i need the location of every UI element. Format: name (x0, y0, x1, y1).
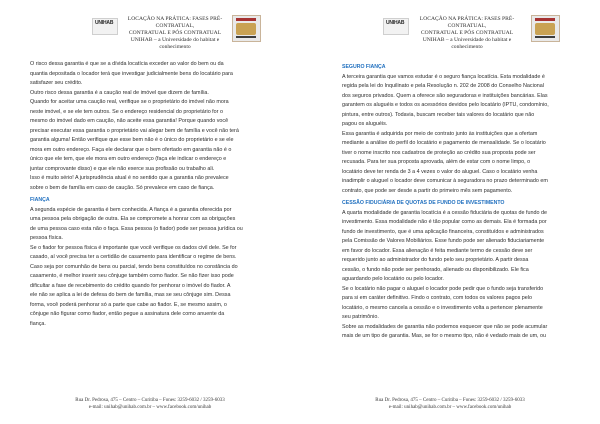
text-line: Quando for aceitar uma caução real, verifique se o proprietário do imóvel não mora (30, 99, 229, 105)
text-line: neste imóvel, e se ele tem outros. Se o endereço residencial do proprietário for o (30, 108, 223, 115)
text-line: fiança. (30, 320, 46, 327)
text-line: contrato, que pode ser desde a partir do primeiro mês sem pagamento. (342, 187, 513, 194)
text-line: cessão, o fundo não pode ser penhorado, alienado ou disponibilizado. Ele fica (342, 266, 529, 273)
text-line: para si em caráter definitivo. Findo o contrato, com todos os valores pagos pelo (342, 295, 532, 301)
text-line: garantia alguma! Então verifique que esse bem não é o único do proprietário e se ele (30, 137, 234, 143)
header-line3: UNIHAB – a Universidade do habitat e conhecimento (130, 37, 220, 50)
text-line: dificultar a fase de recebimento do crédito quando for penhorar o imóvel do fiador. A (30, 282, 231, 289)
text-line: juntar comprovante disso) e que ele não exerce sua profissão ou trabalho ali. (30, 165, 215, 172)
text-line: ele não se aplica a lei de defesa do bem de família, mas se seu cônjuge sim. Dessa (30, 292, 231, 298)
text-line: garantem os aluguéis e todos os acessórios devidos pelo locatário (IPTU, condomínio, (342, 102, 549, 108)
text-line: casamento, é melhor inserir seu cônjuge também como fiador. Se não fizer isso pode (30, 273, 234, 279)
text-line: Isso é muito sério! A jurisprudência atual é no sentido que a garantia não prevalece (30, 175, 229, 181)
text-line: regida pela lei do Inquilinato e pela Resolução n. 202 de 2008 do Conselho Nacional (342, 83, 544, 89)
text-line: Outro risco dessa garantia é a caução real de imóvel que dizem de família. (30, 89, 209, 96)
page-header (120, 16, 230, 51)
text-line: uma pessoa pela obrigação de outra. Ela se compromete a honrar com as obrigações (30, 216, 236, 222)
text-line: mesmo do imóvel dado em caução, não aceite essa garantia! Porque quando você (30, 118, 229, 124)
page-footer (50, 397, 250, 411)
text-line: Se o fiador for pessoa física é importante que você verifique os dados civil dele. Se for (30, 244, 237, 251)
heading-seguro-fianca: SEGURO FIANÇA (342, 64, 386, 70)
text-line: mora em outro endereço. Faça ele declarar que o bem ofertado em garantia não é o (30, 146, 232, 153)
crest-logo (531, 15, 560, 42)
text-line: mais de um tipo de garantia. Mas, se for o mesmo tipo, não é vedado mais de um, ou (342, 333, 547, 339)
text-line: recusada. Para ter sua proposta aprovada, além de estar com o nome limpo, o (342, 159, 531, 165)
text-line: locatário deve ter renda de 3 a 4 vezes o valor do aluguel. Caso o locatário venha (342, 168, 538, 175)
text-line: pintura, entre outros). Todavia, buscam receber tais valores do locatário que não (342, 111, 535, 118)
footer-address: Rua Dr. Pedrosa, 475 – Centro – Curitiba – Fones: 3259-6032 / 3259-6033 (75, 398, 225, 403)
footer-contact: e-mail: unihab@unihab.com.br – www.facebook.com/unihab (388, 405, 512, 410)
unihab-logo (92, 18, 118, 35)
text-line: Sobre as modalidades de garantia não podemos esquecer que não se pode acumular (342, 323, 548, 330)
text-line: dos seguros privados. Quem a oferece são seguradoras e instituições bancárias. Elas (342, 92, 548, 99)
text-line: casado, aí você precisa ter a certidão de casamento para identificar o regime de bens. (30, 254, 237, 260)
text-line: investimento. Essa modalidade não é tão popular como as demais. Ela é formada por (342, 219, 547, 225)
text-line: de uma pessoa caso esta não o faça. Essa pessoa (o fiador) pode ser pessoa jurídica ou (30, 225, 243, 232)
footer-address: Rua Dr. Pedrosa, 475 – Centro – Curitiba – Fones: 3259-6032 / 3259-6033 (375, 398, 525, 403)
text-line: requerido junto ao administrador do fundo pelo seu proprietário. A partir dessa (342, 257, 529, 263)
heading-fianca: FIANÇA (30, 197, 50, 203)
text-line: A quarta modalidade de garantia locatícia é a cessão fiduciária de quotas de fundo de (342, 209, 547, 216)
footer-contact: e-mail: unihab@unihab.com.br – www.facebook.com/unihab (88, 405, 212, 410)
text-line: pela Comissão de Valores Mobiliários. Esse fundo pode ser alienado fiduciariamente (342, 238, 545, 244)
text-line: forma, você poderá penhorar só a parte que cabe ao fiador. E, se mesmo assim, o (30, 301, 227, 308)
text-line: mediante a análise do perfil do locatário e pagamento de mensalidade. Se o locatário (342, 140, 546, 146)
text-line: Essa garantia é adquirida por meio de contrato junto às instituições que a ofertam (342, 130, 538, 137)
text-line: pagou os aluguéis. (342, 121, 388, 127)
text-line: A segunda espécie de garantia é bem conhecida. A fiança é a garantia oferecida por (30, 206, 232, 213)
text-line: tiver o nome inscrito nos cadastros de proteção ao crédito sua proposta pode ser (342, 149, 536, 156)
left-body-text (30, 60, 256, 329)
text-line: único que ele tem, que ele mora em outro endereço (faça ele indicar o endereço e (30, 156, 227, 162)
text-line: Caso seja por comunhão de bens ou parcial, tendo bens constituídos no constância do (30, 263, 238, 270)
unihab-logo (383, 18, 409, 35)
text-line: em favor do locador. Essa alienação é feita mediante termo de cessão deve ser (342, 247, 533, 254)
text-line: O risco dessa garantia é que se a dívida locatícia exceder ao valor do bem ou da (30, 61, 224, 67)
header-line1: LOCAÇÃO NA PRÁTICA: FASES PRÉ-CONTRATUAL, (419, 16, 515, 29)
text-line: aguardando pelo locatário ou pelo locador. (342, 276, 444, 282)
right-body-text (342, 60, 568, 342)
header-line3: UNIHAB – a Universidade do habitat e conhecimento (422, 37, 512, 50)
header-line2: CONTRATUAL E PÓS CONTRATUAL (128, 30, 222, 36)
logo-text: UNIHAB (386, 20, 405, 26)
logo-text: UNIHAB (95, 20, 114, 26)
text-line: seu patrimônio. (342, 314, 379, 320)
text-line: Se o locatário não pagar o aluguel o locador pode pedir que o fundo seja transferido (342, 285, 544, 292)
text-line: quantia depositada o locador terá que investigar judicialmente bens do locatário para (30, 70, 233, 77)
heading-cessao-fiduciaria: CESSÃO FIDUCIÁRIA DE QUOTAS DE FUNDO DE INVESTIMENTO (342, 200, 505, 206)
text-line: sobre o bem de família em caso de caução. Só prevalece em caso de fiança. (30, 184, 215, 191)
text-line: inadimplir o aluguel o locador deve comunicar à seguradora no prazo determinado em (342, 178, 548, 184)
page-header (408, 16, 526, 51)
crest-logo (232, 15, 261, 42)
text-line: precisar executar essa garantia o proprietário vai alegar bem de família e você não terá (30, 127, 239, 134)
text-line: locatário, o mesmo cancela a cessão e o investimento volta a pertencer plenamente (342, 304, 543, 311)
header-line2: CONTRATUAL E PÓS CONTRATUAL (420, 30, 514, 36)
page-footer (350, 397, 550, 411)
text-line: A terceira garantia que vamos estudar é o seguro fiança locatícia. Esta modalidade é (342, 73, 545, 80)
text-line: pessoa física. (30, 235, 63, 241)
text-line: fundo de investimento, que é uma aplicação financeira, constituídos e administrados (342, 228, 544, 235)
right-page (300, 0, 600, 424)
text-line: cônjuge não figurar como fiador, então pegue a assinatura dele como anuente da (30, 311, 225, 317)
text-line: satisfazer seu crédito. (30, 80, 83, 86)
header-line1: LOCAÇÃO NA PRÁTICA: FASES PRÉ-CONTRATUAL, (127, 16, 223, 29)
